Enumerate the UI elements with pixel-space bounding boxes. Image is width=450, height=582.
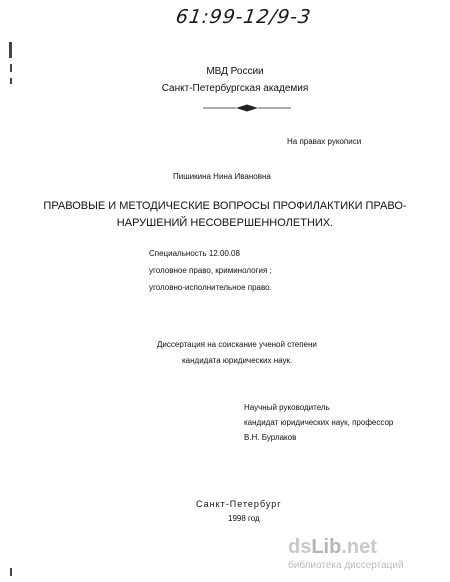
specialty-code: Специальность 12.00.08 (149, 249, 240, 258)
watermark-subtitle: библиотека диссертаций (288, 560, 404, 571)
supervisor-name: В.Н. Бурлаков (244, 433, 297, 442)
dissertation-title-line1: ПРАВОВЫЕ И МЕТОДИЧЕСКИЕ ВОПРОСЫ ПРОФИЛАКТИКИ ПРАВО- (43, 200, 407, 212)
dissertation-title-line2: НАРУШЕНИЙ НЕСОВЕРШЕННОЛЕТНИХ. (116, 217, 334, 229)
city: Санкт-Петербург (196, 499, 282, 509)
organization-name: МВД России (206, 66, 264, 77)
ornamental-divider (203, 103, 291, 113)
supervisor-degree: кандидат юридических наук, профессор (244, 418, 394, 427)
degree-name: кандидата юридических наук. (182, 356, 293, 365)
watermark-logo: dsLib.net (288, 536, 377, 558)
dslib-watermark (288, 536, 438, 576)
rights-note: На правах рукописи (287, 137, 362, 146)
specialty-field-2: уголовно-исполнительное право. (149, 283, 272, 292)
author-name: Пишикина Нина Ивановна (173, 172, 271, 181)
specialty-field-1: уголовное право, криминология ; (149, 266, 272, 275)
year: 1998 год (228, 514, 260, 523)
scan-mark (9, 42, 12, 58)
academy-name: Санкт-Петербургская академия (161, 83, 309, 94)
supervisor-label: Научный руководитель (244, 403, 330, 412)
scan-mark (10, 568, 12, 576)
degree-statement: Диссертация на соискание ученой степени (157, 340, 317, 349)
handwritten-code: 61:99-12/9-3 (174, 6, 313, 28)
